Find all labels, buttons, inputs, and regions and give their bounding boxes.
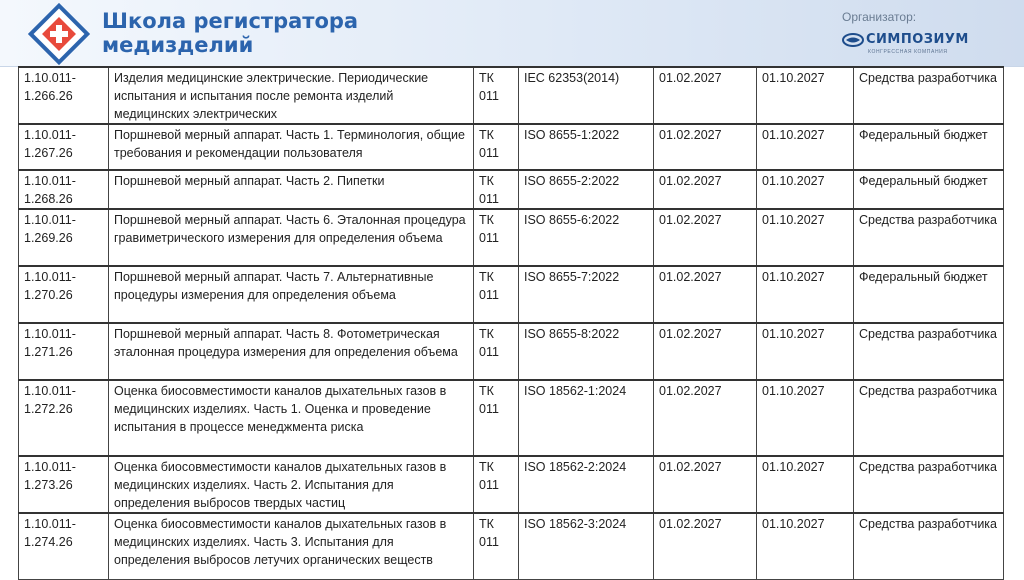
table-row	[19, 67, 1004, 124]
end-date-cell: 01.10.2027	[757, 323, 854, 380]
end-date-cell: 01.10.2027	[757, 67, 854, 124]
funding-cell: Средства разработчика	[854, 513, 1004, 579]
standard-cell: IEC 62353(2014)	[519, 67, 654, 124]
organizer-logo	[842, 32, 992, 58]
start-date-cell: 01.02.2027	[654, 456, 757, 513]
table-row	[19, 380, 1004, 456]
code-cell: 1.10.011-1.270.26	[19, 266, 109, 323]
code-cell: 1.10.011-1.267.26	[19, 124, 109, 170]
table-row	[19, 513, 1004, 579]
funding-cell: Средства разработчика	[854, 67, 1004, 124]
organizer-name: СИМПОЗИУМ	[866, 32, 969, 47]
code-cell: 1.10.011-1.274.26	[19, 513, 109, 579]
standard-cell: ISO 8655-1:2022	[519, 124, 654, 170]
table-row	[19, 124, 1004, 170]
organizer-label: Организатор:	[842, 10, 917, 24]
code-cell: 1.10.011-1.272.26	[19, 380, 109, 456]
code-cell: 1.10.011-1.271.26	[19, 323, 109, 380]
start-date-cell: 01.02.2027	[654, 209, 757, 266]
name-cell: Оценка биосовместимости каналов дыхательных газов в медицинских изделиях. Часть 2. Испытания для определения выбросов твердых частиц	[109, 456, 474, 513]
funding-cell: Средства разработчика	[854, 456, 1004, 513]
name-cell: Оценка биосовместимости каналов дыхательных газов в медицинских изделиях. Часть 3. Испытания для определения выбросов летучих органических веществ	[109, 513, 474, 579]
table-row	[19, 266, 1004, 323]
funding-cell: Средства разработчика	[854, 380, 1004, 456]
school-logo-icon	[28, 3, 90, 65]
funding-cell: Средства разработчика	[854, 209, 1004, 266]
code-cell: 1.10.011-1.273.26	[19, 456, 109, 513]
funding-cell: Федеральный бюджет	[854, 266, 1004, 323]
standard-cell: ISO 8655-7:2022	[519, 266, 654, 323]
end-date-cell: 01.10.2027	[757, 513, 854, 579]
name-cell: Поршневой мерный аппарат. Часть 8. Фотометрическая эталонная процедура измерения для определения объема	[109, 323, 474, 380]
funding-cell: Федеральный бюджет	[854, 124, 1004, 170]
name-cell: Поршневой мерный аппарат. Часть 2. Пипетки	[109, 170, 474, 209]
funding-cell: Средства разработчика	[854, 323, 1004, 380]
end-date-cell: 01.10.2027	[757, 456, 854, 513]
symposium-logo-icon	[842, 33, 864, 47]
start-date-cell: 01.02.2027	[654, 170, 757, 209]
code-cell: 1.10.011-1.268.26	[19, 170, 109, 209]
table-row	[19, 323, 1004, 380]
end-date-cell: 01.10.2027	[757, 209, 854, 266]
code-cell: 1.10.011-1.266.26	[19, 67, 109, 124]
slide-header	[0, 0, 1024, 67]
tk-cell: ТК 011	[474, 513, 519, 579]
tk-cell: ТК 011	[474, 456, 519, 513]
code-cell: 1.10.011-1.269.26	[19, 209, 109, 266]
end-date-cell: 01.10.2027	[757, 124, 854, 170]
title-line-2: медизделий	[102, 33, 254, 57]
start-date-cell: 01.02.2027	[654, 380, 757, 456]
standard-cell: ISO 18562-3:2024	[519, 513, 654, 579]
standard-cell: ISO 8655-8:2022	[519, 323, 654, 380]
name-cell: Поршневой мерный аппарат. Часть 7. Альтернативные процедуры измерения для определения объема	[109, 266, 474, 323]
end-date-cell: 01.10.2027	[757, 266, 854, 323]
tk-cell: ТК 011	[474, 209, 519, 266]
name-cell: Поршневой мерный аппарат. Часть 6. Эталонная процедура гравиметрического измерения для определения объема	[109, 209, 474, 266]
start-date-cell: 01.02.2027	[654, 266, 757, 323]
name-cell: Изделия медицинские электрические. Периодические испытания и испытания после ремонта изделий медицинских электрических	[109, 67, 474, 124]
end-date-cell: 01.10.2027	[757, 170, 854, 209]
tk-cell: ТК 011	[474, 67, 519, 124]
standard-cell: ISO 8655-2:2022	[519, 170, 654, 209]
page-title	[102, 9, 358, 57]
start-date-cell: 01.02.2027	[654, 513, 757, 579]
start-date-cell: 01.02.2027	[654, 124, 757, 170]
tk-cell: ТК 011	[474, 170, 519, 209]
organizer-tagline: КОНГРЕССНАЯ КОМПАНИЯ	[868, 49, 948, 55]
tk-cell: ТК 011	[474, 266, 519, 323]
name-cell: Оценка биосовместимости каналов дыхательных газов в медицинских изделиях. Часть 1. Оценка и проведение испытания в процессе менеджмента риска	[109, 380, 474, 456]
funding-cell: Федеральный бюджет	[854, 170, 1004, 209]
table-row	[19, 209, 1004, 266]
standard-cell: ISO 18562-1:2024	[519, 380, 654, 456]
standards-table	[18, 66, 1004, 580]
tk-cell: ТК 011	[474, 380, 519, 456]
start-date-cell: 01.02.2027	[654, 323, 757, 380]
table-row	[19, 170, 1004, 209]
name-cell: Поршневой мерный аппарат. Часть 1. Терминология, общие требования и рекомендации пользователя	[109, 124, 474, 170]
tk-cell: ТК 011	[474, 124, 519, 170]
title-line-1: Школа регистратора	[102, 9, 359, 33]
start-date-cell: 01.02.2027	[654, 67, 757, 124]
standard-cell: ISO 18562-2:2024	[519, 456, 654, 513]
standard-cell: ISO 8655-6:2022	[519, 209, 654, 266]
tk-cell: ТК 011	[474, 323, 519, 380]
end-date-cell: 01.10.2027	[757, 380, 854, 456]
table-body	[19, 67, 1004, 579]
table-row	[19, 456, 1004, 513]
